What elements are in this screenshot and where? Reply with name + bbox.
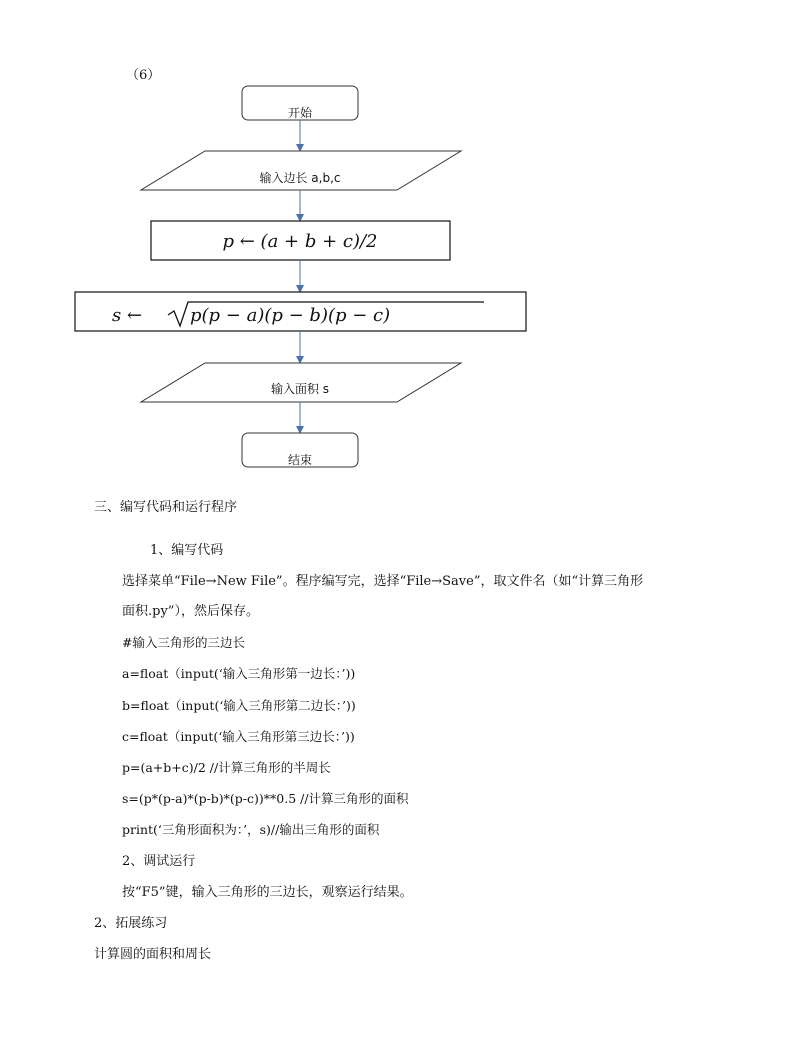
output-label: 输入面积 s xyxy=(270,382,330,396)
code-line-5: p=(a+b+c)/2 //计算三角形的半周长 xyxy=(122,760,331,775)
code-line-3: b=float（input(‘输入三角形第二边长：’)) xyxy=(122,698,356,713)
step2-heading: 2、调试运行 xyxy=(122,854,196,869)
end-label: 结束 xyxy=(287,453,313,467)
code-line-7: print(‘三角形面积为：’，s)//输出三角形的面积 xyxy=(122,822,380,837)
formula-p: p ← (a + b + c)/2 xyxy=(222,231,378,252)
input-label: 输入边长 a,b,c xyxy=(259,171,341,185)
step1-heading: 1、编写代码 xyxy=(150,543,224,558)
section3-heading: 三、编写代码和运行程序 xyxy=(94,500,238,515)
code-line-6: s=(p*(p-a)*(p-b)*(p-c))**0.5 //计算三角形的面积 xyxy=(122,791,409,806)
formula-s-lhs: s ← xyxy=(112,305,143,326)
figure-label: （6） xyxy=(126,68,161,83)
formula-s-radicand: p(p − a)(p − b)(p − c) xyxy=(190,305,391,326)
step2-text: 按“F5”键，输入三角形的三边长，观察运行结果。 xyxy=(122,885,413,900)
paragraph-line-2: 面积.py”），然后保存。 xyxy=(122,604,259,619)
code-line-1: #输入三角形的三边长 xyxy=(122,635,245,650)
paragraph-line-1: 选择菜单“File→New File”。程序编写完，选择“File→Save”，取文件名（如“计算三角形 xyxy=(122,574,644,589)
start-label: 开始 xyxy=(287,106,313,120)
flowchart xyxy=(0,0,794,480)
code-line-4: c=float（input(‘输入三角形第三边长：’)) xyxy=(122,729,355,744)
extension-text: 计算圆的面积和周长 xyxy=(94,947,212,962)
extension-heading: 2、拓展练习 xyxy=(94,916,168,931)
code-line-2: a=float（input(‘输入三角形第一边长：’)) xyxy=(122,666,356,681)
